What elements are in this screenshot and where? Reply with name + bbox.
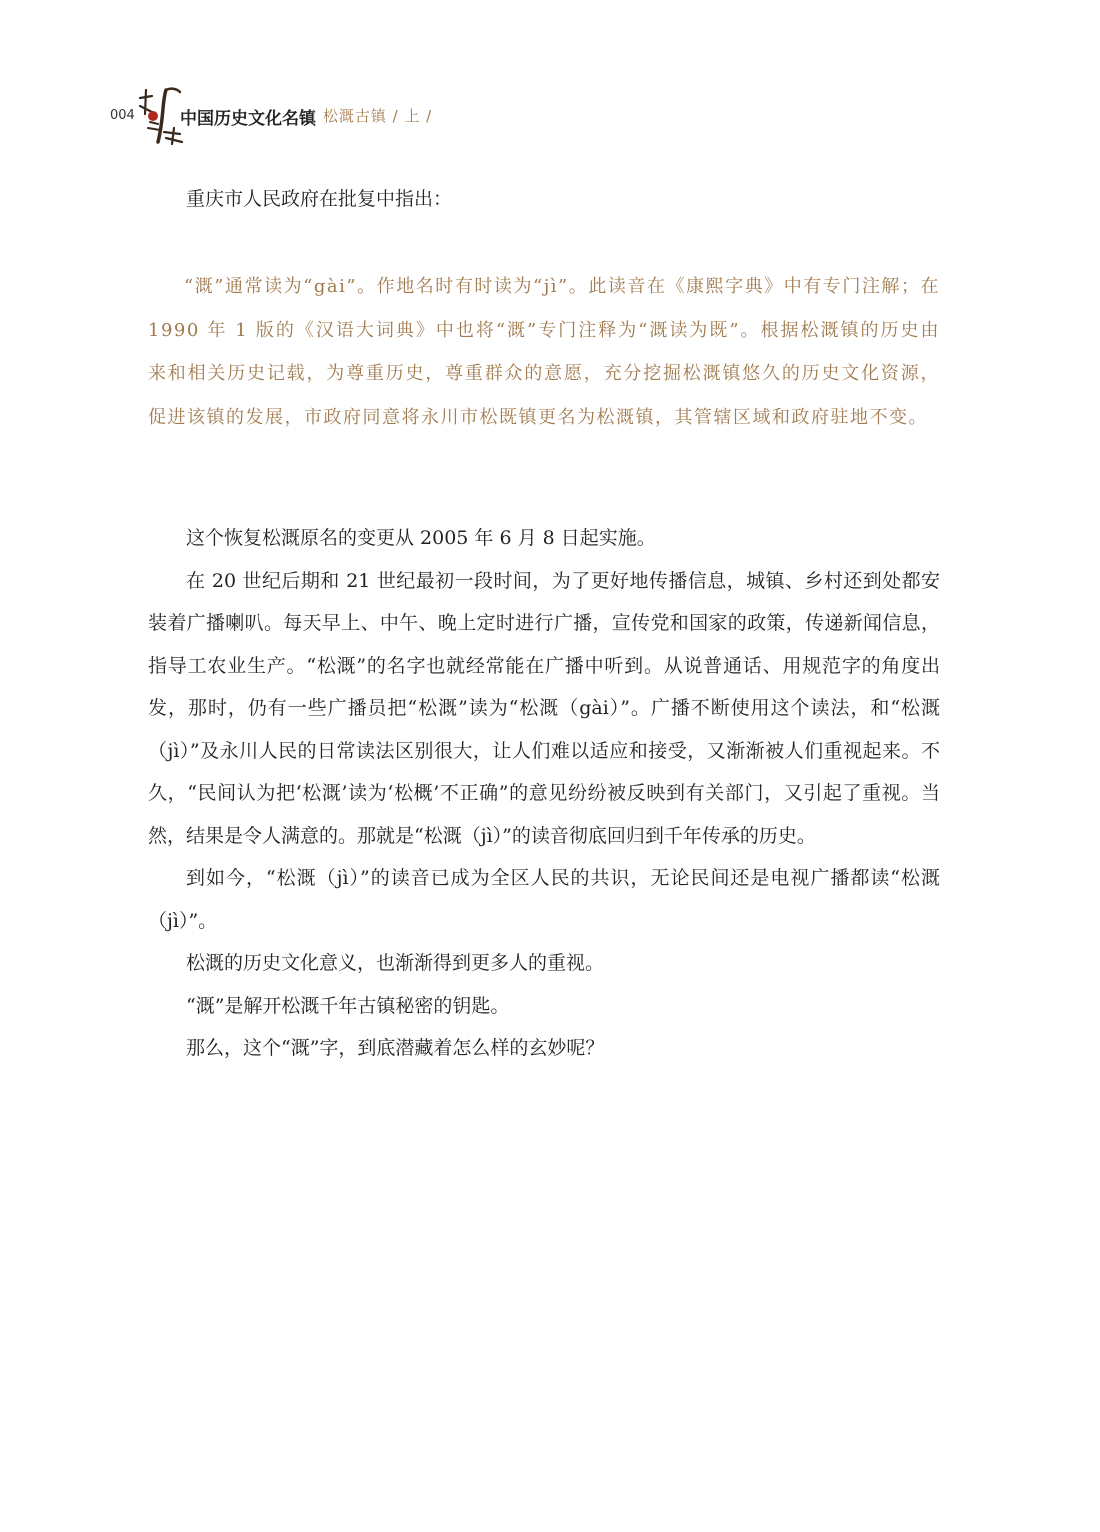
body-paragraph-5: “溉”是解开松溉千年古镇秘密的钥匙。: [186, 994, 510, 1017]
running-header: [108, 80, 708, 150]
government-quote: [148, 265, 940, 439]
songji-logo: [136, 84, 186, 146]
series-title: 中国历史文化名镇: [180, 109, 316, 129]
intro-paragraph: 重庆市人民政府在批复中指出：: [186, 188, 453, 210]
logo-calligraphy-icon: [136, 84, 186, 146]
quote-paragraph: “溉”通常读为“gài”。作地名时有时读为“jì”。此读音在《康熙字典》中有专门注解；在 1990 年 1 版的《汉语大词典》中也将“溉”专门注释为“溉读为既”。根据松溉镇的历史由来和相关历史记载，为尊重历史，尊重群众的意愿，充分挖掘松溉镇悠久的历史文化资源，促进该镇的发展，市政府同意将永川市松既镇更名为松溉镇，其管辖区域和政府驻地不变。: [148, 276, 940, 428]
page-number: 004: [110, 108, 135, 123]
body-paragraph-6: 那么，这个“溉”字，到底潜藏着怎么样的玄妙呢？: [186, 1037, 605, 1059]
intro-paragraph-block: [148, 178, 940, 221]
body-paragraph-4: 松溉的历史文化意义，也渐渐得到更多人的重视。: [186, 952, 605, 974]
book-subtitle: | 松溉古镇 / 上 /: [311, 107, 433, 125]
body-paragraph-3: 到如今，“松溉（jì）”的读音已成为全区人民的共识，无论民间还是电视广播都读“松溉（jì）”。: [148, 867, 940, 932]
main-body: [148, 517, 940, 1070]
body-paragraph-2: 在 20 世纪后期和 21 世纪最初一段时间，为了更好地传播信息，城镇、乡村还到处都安装着广播喇叭。每天早上、中午、晚上定时进行广播，宣传党和国家的政策，传递新闻信息，指导工农业生产。“松溉”的名字也就经常能在广播中听到。从说普通话、用规范字的角度出发，那时，仍有一些广播员把“松溉”读为“松溉（gài）”。广播不断使用这个读法，和“松溉（jì）”及永川人民的日常读法区别很大，让人们难以适应和接受，又渐渐被人们重视起来。不久，“民间认为把‘松溉’读为‘松概’不正确”的意见纷纷被反映到有关部门，又引起了重视。当然，结果是令人满意的。那就是“松溉（jì）”的读音彻底回归到千年传承的历史。: [148, 569, 940, 847]
body-paragraph-1: 这个恢复松溉原名的变更从 2005 年 6 月 8 日起实施。: [186, 527, 656, 549]
